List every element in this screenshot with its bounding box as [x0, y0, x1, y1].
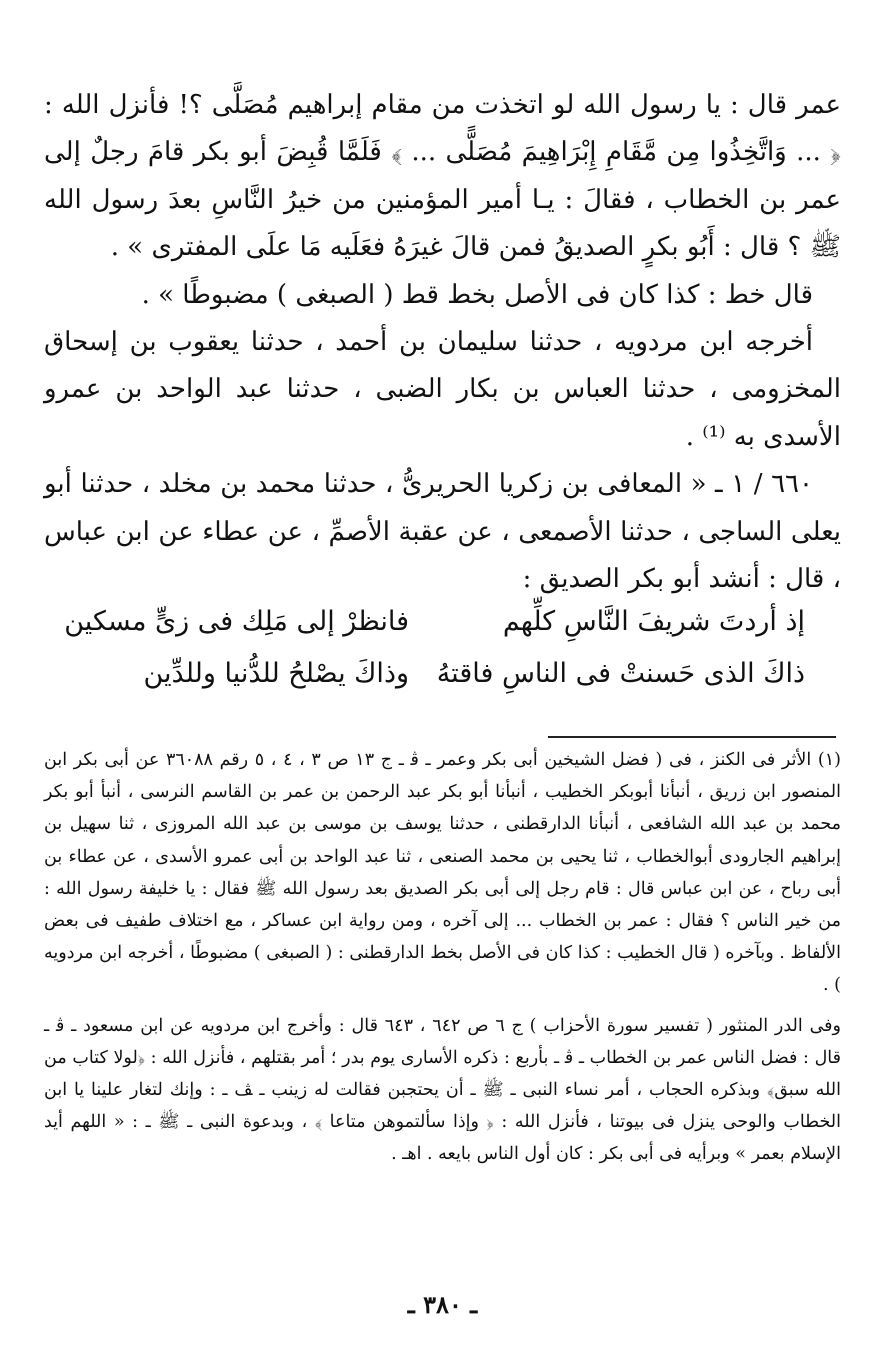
- footnote-separator: [548, 736, 836, 738]
- poem-verse: [44, 606, 841, 658]
- footnote-1: (١) الأثر فى الكنز ، فى ( فضل الشيخين أبى بكر وعمر ـ ﭬ ـ ج ١٣ ص ٣ ، ٤ ، ٥ رقم ٣٦٠٨٨ عن أبى بكر ابن المنصور ابن زريق ، أنبأنا أبوبكر الخطيب ، أنبأنا أبو بكر عبد الرحمن بن عمر بن القاسم النرسى ، أنبأ أبو بكر محمد بن عبد الله الشافعى ، أنبأنا الدارقطنى ، حدثنا يوسف بن موسى بن عبد الله المروزى ، ثنا سهيل بن إبراهيم الجارودى أبوالخطاب ، ثنا يحيى بن محمد الصنعى ، ثنا عبد الواحد بن أبى عمرو الأسدى ، عن عطاء بن أبى رباح ، عن ابن عباس قال : قام رجل إلى أبى بكر الصديق بعد رسول الله ﷺ فقال : يا خليفة رسول الله : من خير الناس ؟ فقال : عمر بن الخطاب ... إلى آخره ، ومن رواية ابن عساكر ، مع اختلاف طفيف فى بعض الألفاظ . وبآخره ( قال الخطيب : كذا كان فى الأصل بخط الدارقطنى : ( الصبغى ) مضبوطًا ، أخرجه ابن مردويه ) .: [44, 750, 841, 996]
- poem-verse: [44, 658, 841, 710]
- paragraph-hadith-660: ٦٦٠ / ١ ـ « المعافى بن زكريا الحريرىُّ ، حدثنا محمد بن مخلد ، حدثنا أبو يعلى الساجى ، حدثنا الأصمعى ، عن عقبة الأصمِّ ، عن عطاء عن ابن عباس ، قال : أنشد أبو بكر الصديق :: [44, 469, 841, 595]
- paragraph-note: قال خط : كذا كان فى الأصل بخط قط ( الصبغى ) مضبوطًا » .: [141, 279, 813, 310]
- verse-second-hemistich: وذاكَ يصْلحُ للدُّنيا وللدِّين: [143, 658, 409, 689]
- poem: [44, 606, 841, 716]
- verse-first-hemistich: إذ أردتَ شريفَ النَّاسِ كلِّهم: [502, 606, 805, 637]
- verse-second-hemistich: فانظرْ إلى مَلِك فى زىٍّ مسكين: [64, 606, 409, 637]
- footnote-continuation: وفى الدر المنثور ( تفسير سورة الأحزاب ) ج ٦ ص ٦٤٢ ، ٦٤٣ قال : وأخرج ابن مردويه عن ابن مسعود ـ ﭬ ـ قال : فضل الناس عمر بن الخطاب ـ ﭬ ـ بأربع : ذكره الأسارى يوم بدر ؛ أمر بقتلهم ، فأنزل الله : ﴿لولا كتاب من الله سبق﴾ وبذكره الحجاب ، أمر نساء النبى ـ ﷺ ـ أن يحتجبن فقالت له زينب ـ ﭫ ـ : وإنك لتغار علينا يا ابن الخطاب والوحى ينزل فى بيوتنا ، فأنزل الله : ﴿ وإذا سألتموهن متاعا ﴾ ، وبدعوة النبى ـ ﷺ ـ : « اللهم أيد الإسلام بعمر » وبرأيه فى أبى بكر : كان أول الناس بايعه . اهـ .: [44, 1015, 841, 1165]
- main-text: [44, 82, 841, 603]
- paragraph-hadith-continuation: عمر قال : يا رسول الله لو اتخذت من مقام إبراهيم مُصَلَّى ؟! فأنزل الله : ﴿ ... وَاتَّخِذُوا مِن مَّقَامِ إِبْرَاهِيمَ مُصَلًّى ... ﴾ فَلَمَّا قُبِضَ أبو بكر قامَ رجلٌ إلى عمر بن الخطاب ، فقالَ : يـا أمير المؤمنين من خيرُ النَّاسِ بعدَ رسول الله ﷺ ؟ قال : أَبُو بكرٍ الصديقُ فمن قالَ غيرَهُ فعَلَيه مَا علَى المفترى » .: [44, 90, 842, 263]
- footnotes: [44, 744, 841, 1171]
- paragraph-takhrij: أخرجه ابن مردويه ، حدثنا سليمان بن أحمد ، حدثنا يعقوب بن إسحاق المخزومى ، حدثنا العباس بن بكار الضبى ، حدثنا عبد الواحد بن عمرو الأسدى به ⁽¹⁾ .: [44, 327, 841, 452]
- page-number: ـ ٣٨٠ ـ: [407, 1290, 478, 1319]
- verse-first-hemistich: ذاكَ الذى حَسنتْ فى الناسِ فاقتهُ: [436, 658, 805, 689]
